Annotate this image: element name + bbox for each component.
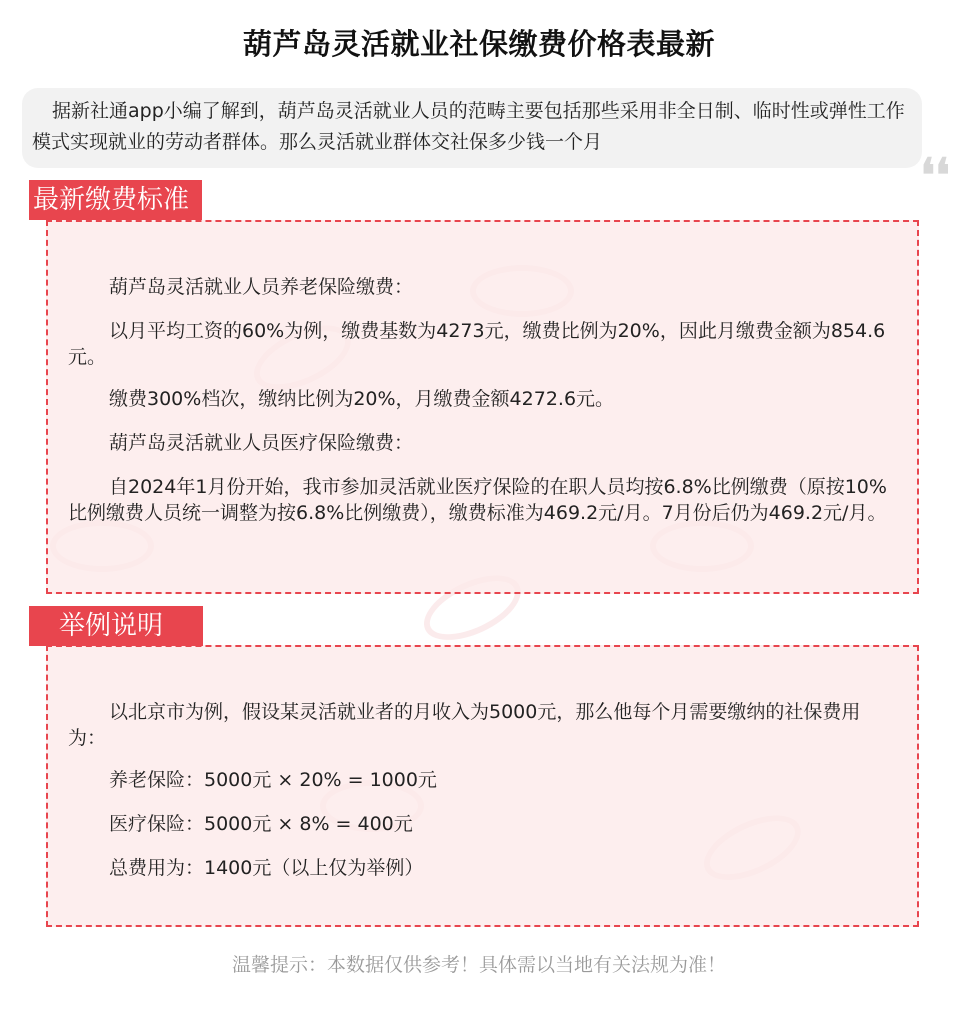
paragraph: 缴费300%档次，缴纳比例为20%，月缴费金额4272.6元。	[109, 388, 615, 410]
paragraph: 养老保险：5000元 × 20% = 1000元	[109, 769, 437, 791]
section-box-standard	[46, 220, 919, 594]
paragraph: 总费用为：1400元（以上仅为举例）	[109, 857, 424, 879]
footer-tip: 温馨提示：本数据仅供参考！具体需以当地有关法规为准！	[231, 954, 726, 976]
paragraph: 葫芦岛灵活就业人员医疗保险缴费：	[109, 432, 414, 454]
paragraph: 医疗保险：5000元 × 8% = 400元	[109, 813, 413, 835]
quote-icon: ❛❛	[920, 148, 950, 202]
paragraph: 以北京市为例，假设某灵活就业者的月收入为5000元，那么他每个月需要缴纳的社保费用为：	[68, 701, 861, 749]
paragraph: 以月平均工资的60%为例，缴费基数为4273元，缴费比例为20%，因此月缴费金额为854.6元。	[68, 320, 886, 368]
section-tag-standard: 最新缴费标准	[29, 180, 202, 220]
section-tag-example: 举例说明	[29, 606, 203, 646]
intro-box	[22, 88, 922, 168]
paragraph: 自2024年1月份开始，我市参加灵活就业医疗保险的在职人员均按6.8%比例缴费（原按10%比例缴费人员统一调整为按6.8%比例缴费），缴费标准为469.2元/月。7月份后仍为469.2元/月。	[68, 476, 887, 524]
paragraph: 葫芦岛灵活就业人员养老保险缴费：	[109, 276, 414, 298]
page-title: 葫芦岛灵活就业社保缴费价格表最新	[242, 27, 715, 61]
section-box-example	[46, 645, 919, 927]
intro-text: 据新社通app小编了解到，葫芦岛灵活就业人员的范畴主要包括那些采用非全日制、临时性或弹性工作模式实现就业的劳动者群体。那么灵活就业群体交社保多少钱一个月	[32, 100, 905, 153]
